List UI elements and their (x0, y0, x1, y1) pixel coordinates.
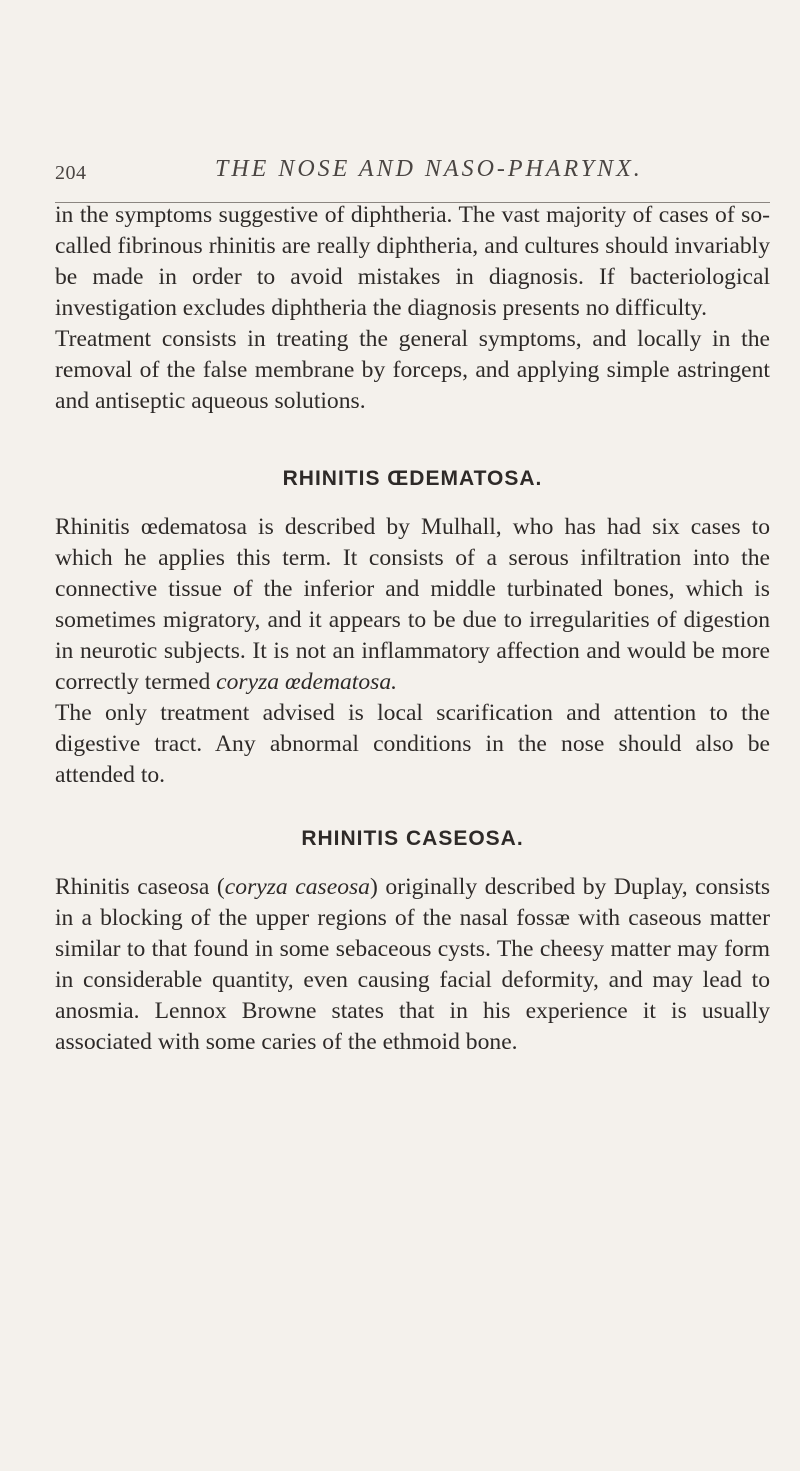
oedematosa-paragraph-1 (55, 512, 770, 698)
intro-paragraph: in the symptoms suggestive of diphtheria. The vast majority of cases of so-called fibrinous rhinitis are really diphtheria, and cultures should invariably be made in order to avoid mistakes in diagnosis. If bacteriological investigation excludes diphtheria the diagnosis presents no difficulty. (55, 202, 770, 321)
coryza-oedematosa-term: coryza œdematosa. (216, 669, 398, 695)
oedematosa-text: Rhinitis œdematosa is described by Mulhall, who has had six cases to which he applies this term. It consists of a serous infiltration into the connective tissue of the inferior and middle turbinated bones, which is sometimes migratory, and it appears to be due to irregularities of digestion in neurotic subjects. It is not an inflammatory affection and would be more correctly termed (55, 514, 770, 695)
running-head (55, 156, 770, 203)
caseosa-paragraph (55, 872, 770, 1058)
running-title: THE NOSE AND NASO-PHARYNX. (215, 156, 643, 182)
body-text (55, 200, 770, 1058)
caseosa-text-start: Rhinitis caseosa ( (55, 874, 225, 900)
caseosa-text-rest: ) originally described by Duplay, consists in a blocking of the upper regions of the nasal fossæ with caseous matter similar to that found in some sebaceous cysts. The cheesy matter may form in considerable quantity, even causing facial deformity, and may lead to anosmia. Lennox Browne states that in his experience it is usually associated with some caries of the ethmoid bone. (55, 874, 771, 1055)
heading-rhinitis-oedematosa: RHINITIS ŒDEMATOSA. (282, 467, 543, 490)
coryza-caseosa-term: coryza caseosa (224, 874, 370, 900)
treatment-paragraph: Treatment consists in treating the general symptoms, and locally in the removal of the false membrane by forceps, and applying simple astringent and antiseptic aqueous solutions. (55, 326, 770, 414)
page-number: 204 (55, 162, 87, 184)
oedematosa-paragraph-2: The only treatment advised is local scarification and attention to the digestive tract. Any abnormal conditions in the nose should also be attended to. (55, 700, 770, 788)
heading-rhinitis-caseosa: RHINITIS CASEOSA. (301, 827, 524, 850)
